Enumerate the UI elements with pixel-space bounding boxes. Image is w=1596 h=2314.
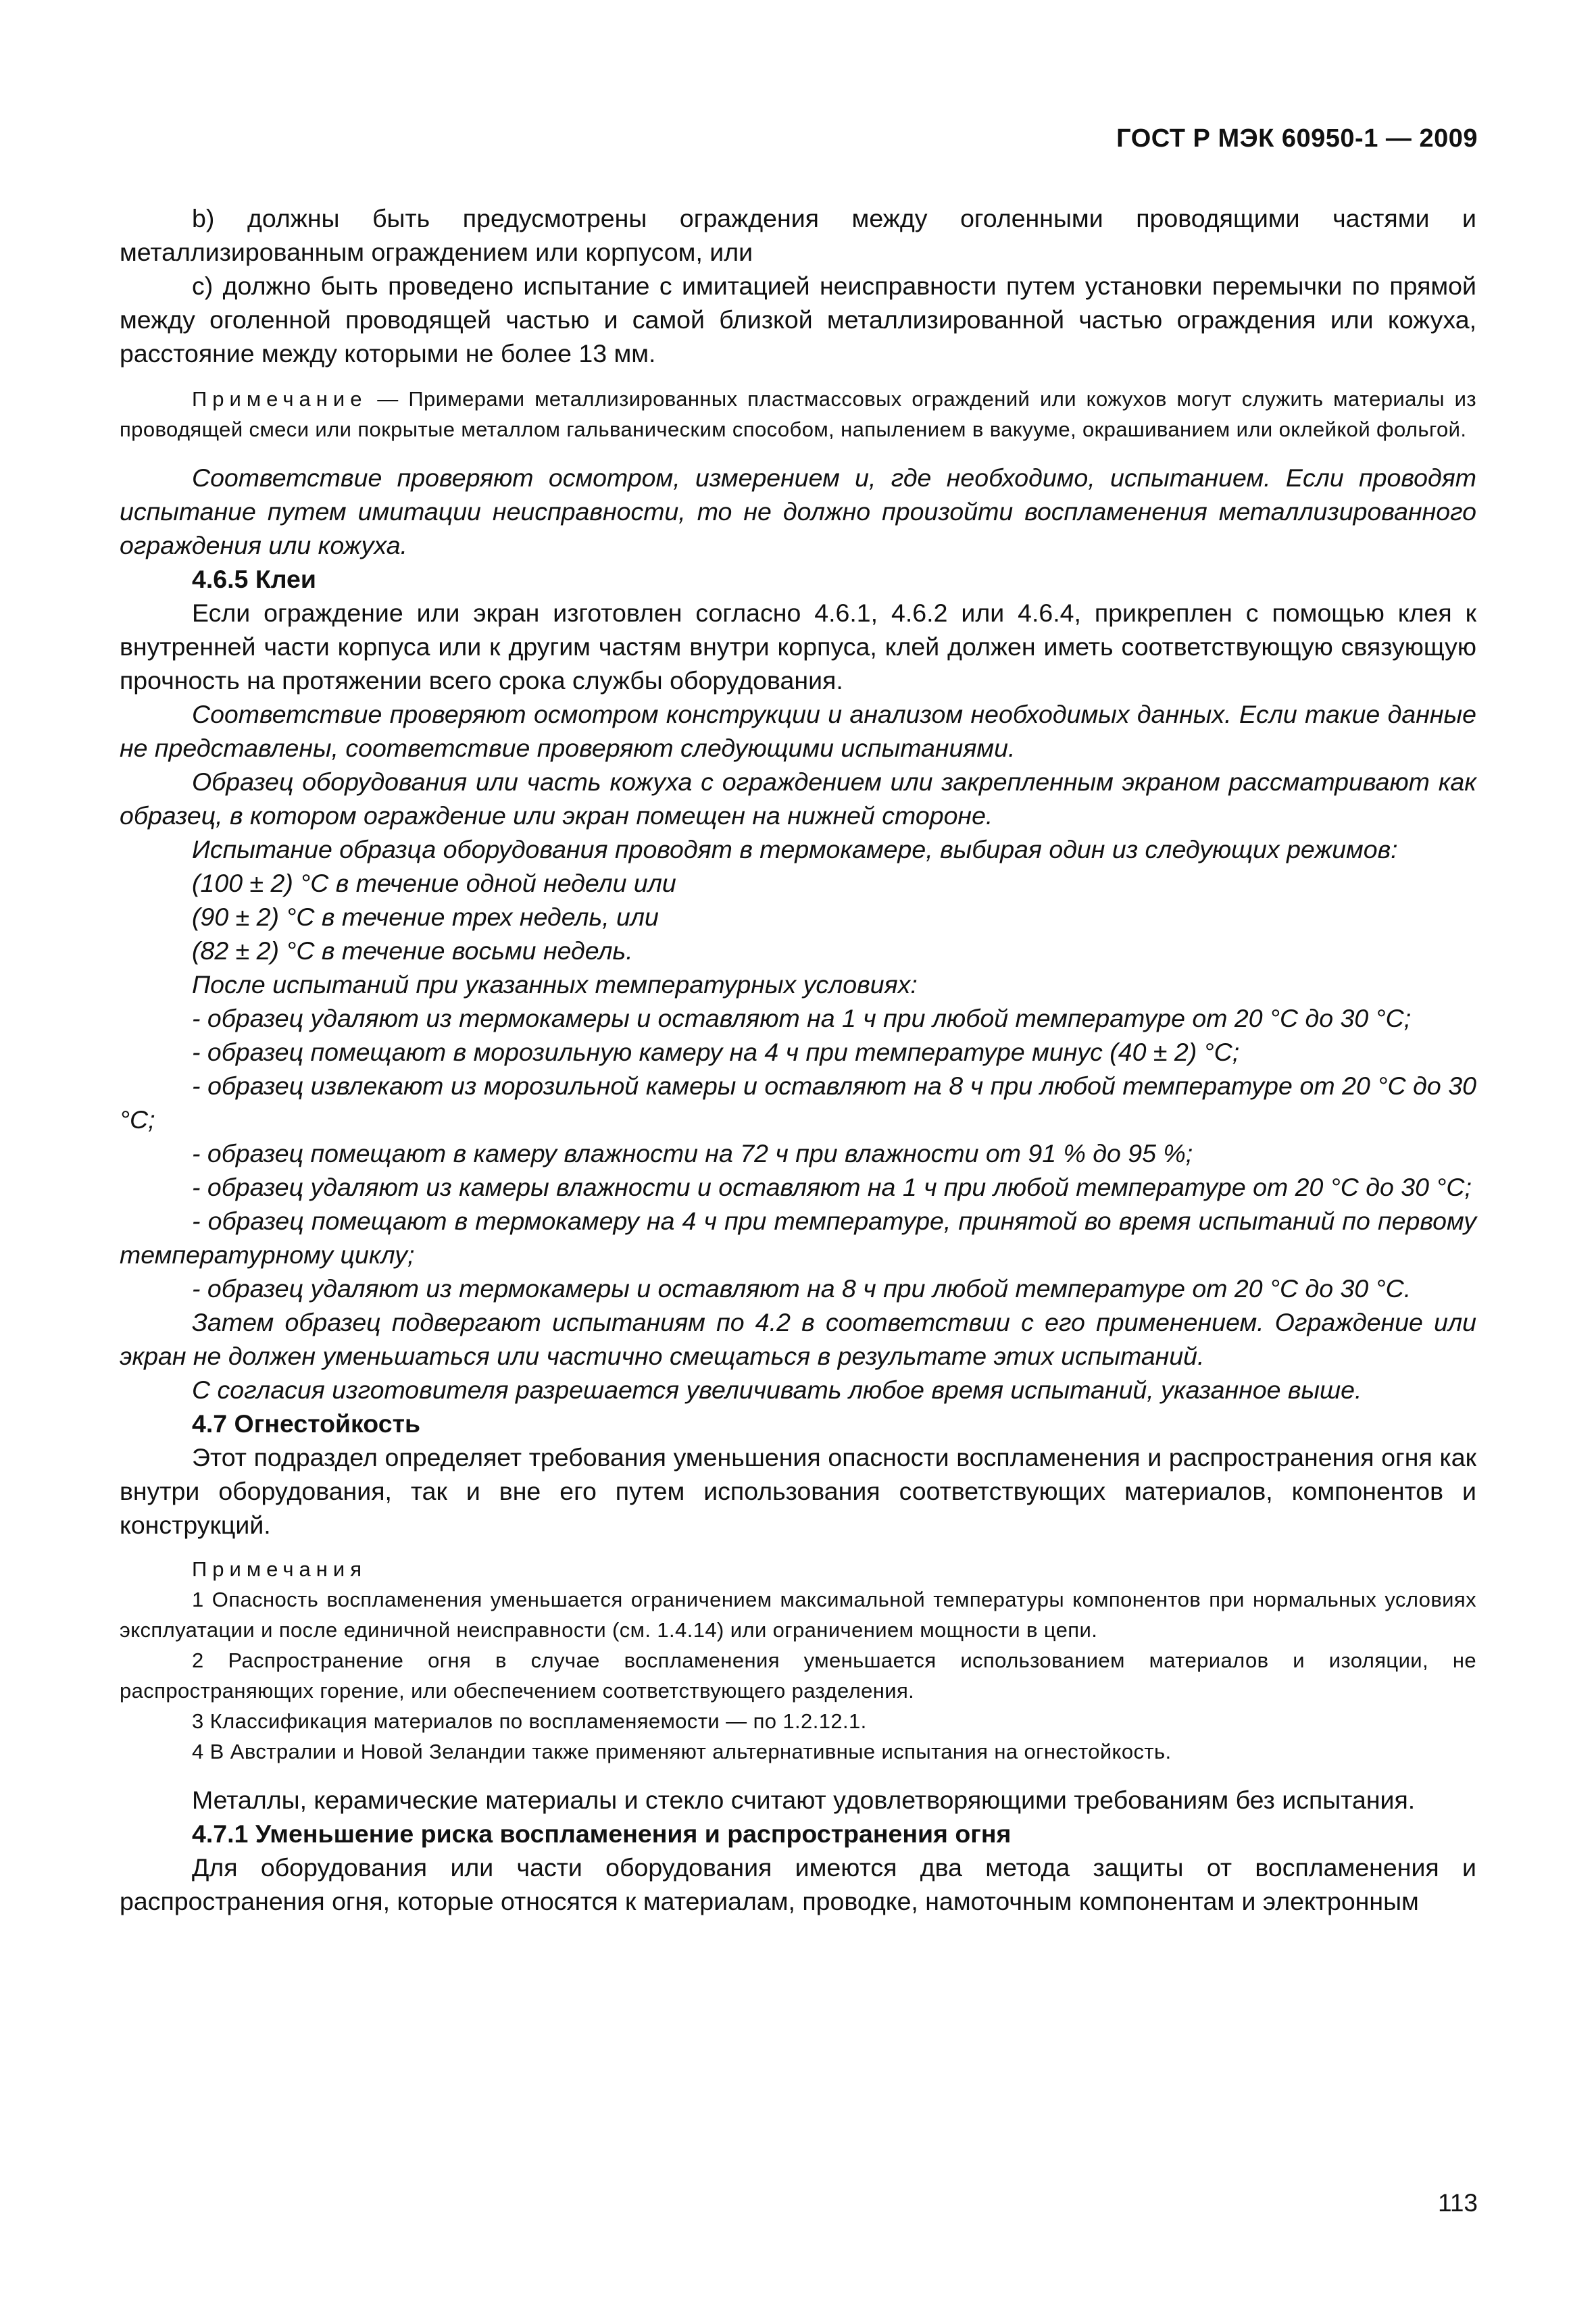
notes-block: [120, 1554, 1476, 1767]
test-step: - образец удаляют из камеры влажности и оставляют на 1 ч при любой температуре от 20 °С до 30 °С;: [192, 1173, 1472, 1201]
note-item: 4 В Австралии и Новой Зеландии также применяют альтернативные испытания на огнестойкость.: [192, 1740, 1172, 1763]
paragraph: Образец оборудования или часть кожуха с ограждением или закрепленным экраном рассматривают как образец, в котором ограждение или экран помещен на нижней стороне.: [120, 768, 1476, 830]
test-mode-line: (90 ± 2) °С в течение трех недель, или: [192, 903, 659, 931]
paragraph: Металлы, керамические материалы и стекло считают удовлетворяющими требованиям без испытания.: [192, 1786, 1416, 1814]
paragraph: Этот подраздел определяет требования уменьшения опасности воспламенения и распространения огня как внутри оборудования, так и вне его путем использования соответствующих материалов, компонентов и конструкций.: [120, 1443, 1476, 1539]
note-label: Примечание: [192, 387, 368, 411]
test-step: - образец извлекают из морозильной камеры и оставляют на 8 ч при любой температуре от 20 °С до 30 °С;: [120, 1072, 1476, 1134]
note-item: 2 Распространение огня в случае воспламенения уменьшается использованием материалов и изоляции, не распространяющих горение, или обеспечением соответствующего разделения.: [120, 1649, 1476, 1703]
paragraph: Затем образец подвергают испытаниям по 4.2 в соответствии с его применением. Ограждение или экран не должен уменьшаться или частично смещаться в результате этих испытаний.: [120, 1308, 1476, 1370]
test-step: - образец помещают в морозильную камеру на 4 ч при температуре минус (40 ± 2) °С;: [192, 1038, 1240, 1066]
test-step: - образец помещают в термокамеру на 4 ч при температуре, принятой во время испытаний по первому температурному циклу;: [120, 1207, 1476, 1269]
notes-label: Примечания: [192, 1557, 367, 1581]
test-step: - образец удаляют из термокамеры и оставляют на 8 ч при любой температуре от 20 °С до 30 °С.: [192, 1274, 1412, 1303]
document-body: [120, 201, 1476, 1918]
page-number: 113: [1438, 2189, 1478, 2217]
paragraph: Соответствие проверяют осмотром, измерением и, где необходимо, испытанием. Если проводят испытание путем имитации неисправности, то не должно произойти воспламенения металлизированного ограждения или кожуха.: [120, 463, 1476, 559]
note-block: [120, 384, 1476, 445]
section-heading: 4.7.1 Уменьшение риска воспламенения и распространения огня: [192, 1819, 1012, 1848]
document-header: ГОСТ Р МЭК 60950-1 — 2009: [1116, 124, 1478, 153]
test-step: - образец удаляют из термокамеры и оставляют на 1 ч при любой температуре от 20 °С до 30 °С;: [192, 1004, 1412, 1032]
note-item: 1 Опасность воспламенения уменьшается ограничением максимальной температуры компонентов при нормальных условиях эксплуатации и после единичной неисправности (см. 1.4.14) или ограничением мощности в цепи.: [120, 1588, 1476, 1642]
paragraph: b) должны быть предусмотрены ограждения между оголенными проводящими частями и металлизированным ограждением или корпусом, или: [120, 204, 1476, 266]
paragraph: После испытаний при указанных температурных условиях:: [192, 970, 918, 999]
section-heading: 4.6.5 Клеи: [192, 565, 316, 593]
test-step: - образец помещают в камеру влажности на 72 ч при влажности от 91 % до 95 %;: [192, 1139, 1193, 1167]
test-mode-line: (82 ± 2) °С в течение восьми недель.: [192, 936, 633, 965]
note-item: 3 Классификация материалов по воспламеняемости — по 1.2.12.1.: [192, 1709, 867, 1733]
section-heading: 4.7 Огнестойкость: [192, 1409, 420, 1438]
paragraph: С согласия изготовителя разрешается увеличивать любое время испытаний, указанное выше.: [192, 1376, 1362, 1404]
paragraph: Соответствие проверяют осмотром конструкции и анализом необходимых данных. Если такие данные не представлены, соответствие проверяют следующими испытаниями.: [120, 700, 1476, 762]
paragraph: Испытание образца оборудования проводят в термокамере, выбирая один из следующих режимов:: [192, 835, 1398, 863]
paragraph: Если ограждение или экран изготовлен согласно 4.6.1, 4.6.2 или 4.6.4, прикреплен с помощью клея к внутренней части корпуса или к другим частям внутри корпуса, клей должен иметь соответствующую связующую прочность на протяжении всего срока службы оборудования.: [120, 599, 1476, 695]
note-text: — Примерами металлизированных пластмассовых ограждений или кожухов могут служить материалы из проводящей смеси или покрытые металлом гальваническим способом, напылением в вакууме, окрашиванием или оклейкой фольгой.: [120, 387, 1476, 441]
paragraph: Для оборудования или части оборудования имеются два метода защиты от воспламенения и распространения огня, которые относятся к материалам, проводке, намоточным компонентам и электронным: [120, 1853, 1476, 1915]
test-mode-line: (100 ± 2) °С в течение одной недели или: [192, 869, 676, 897]
paragraph: c) должно быть проведено испытание с имитацией неисправности путем установки перемычки по прямой между оголенной проводящей частью и самой близкой металлизированной частью ограждения или кожуха, расстояние между которыми не более 13 мм.: [120, 272, 1476, 368]
